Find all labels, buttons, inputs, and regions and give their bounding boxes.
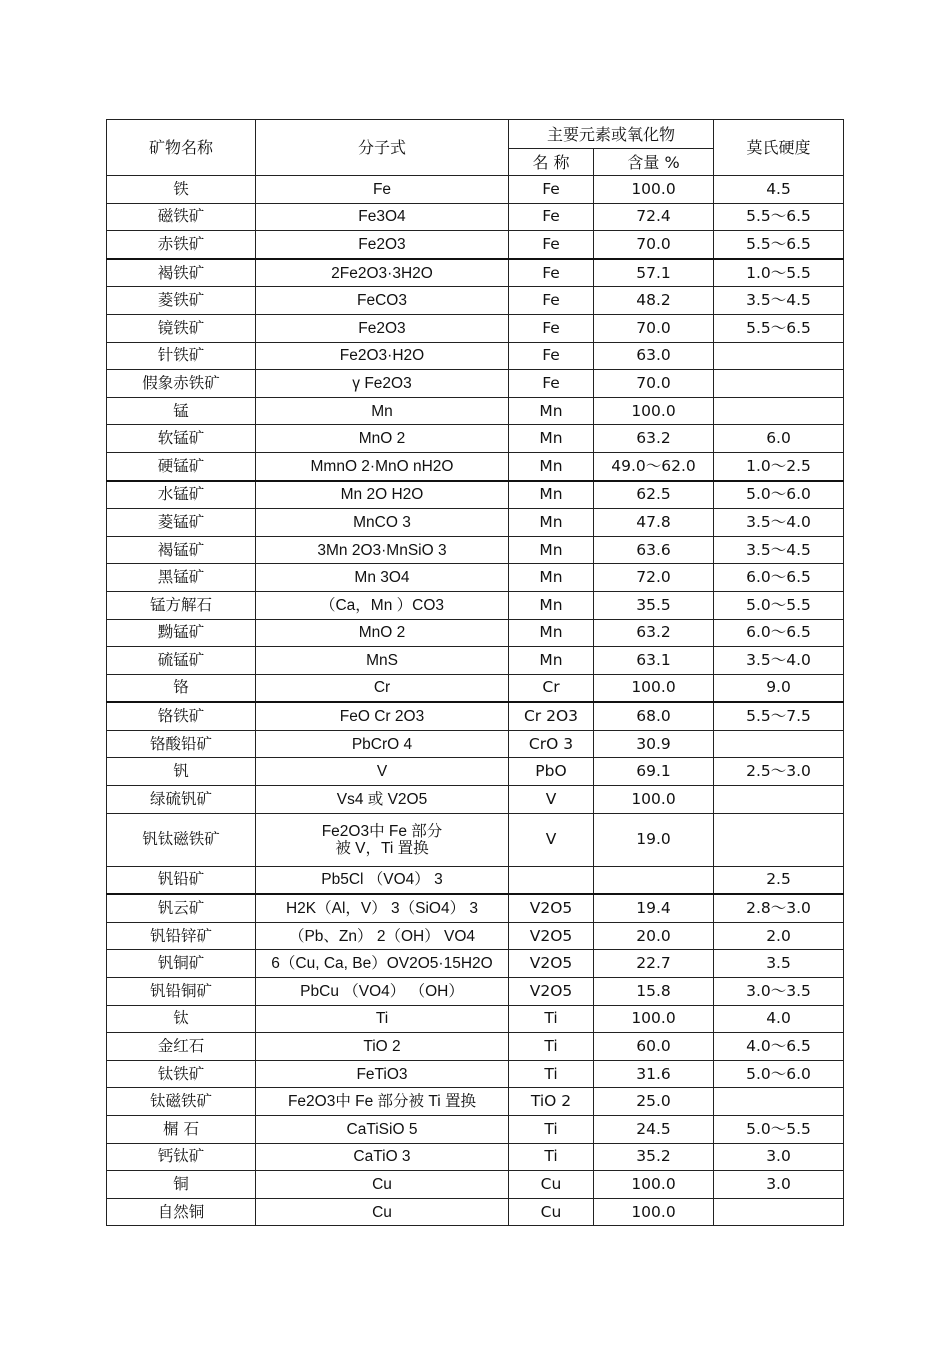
cell-mineral-name: 钛 — [107, 1005, 256, 1033]
table-row — [107, 231, 844, 259]
table-row — [107, 674, 844, 702]
cell-hardness: 4.5 — [714, 176, 844, 204]
cell-mineral-name: 褐锰矿 — [107, 536, 256, 564]
table-row — [107, 1060, 844, 1088]
cell-mineral-name: 榍 石 — [107, 1116, 256, 1144]
table-row — [107, 950, 844, 978]
table-row — [107, 894, 844, 922]
cell-mineral-name: 钛磁铁矿 — [107, 1088, 256, 1116]
cell-formula: PbCrO 4 — [256, 730, 509, 758]
table-row — [107, 1033, 844, 1061]
cell-formula: Fe2O3·H2O — [256, 342, 509, 370]
cell-content: 100.0 — [594, 674, 714, 702]
cell-formula: FeO Cr 2O3 — [256, 702, 509, 730]
cell-content: 100.0 — [594, 176, 714, 204]
cell-mineral-name: 镜铁矿 — [107, 314, 256, 342]
table-row — [107, 509, 844, 537]
cell-hardness — [714, 730, 844, 758]
cell-content — [594, 866, 714, 894]
cell-formula: MmnO 2·MnO nH2O — [256, 452, 509, 480]
cell-element: Cr — [509, 674, 594, 702]
cell-content: 60.0 — [594, 1033, 714, 1061]
cell-formula: Pb5Cl （VO4） 3 — [256, 866, 509, 894]
cell-mineral-name: 铬酸铅矿 — [107, 730, 256, 758]
cell-formula: Mn 2O H2O — [256, 481, 509, 509]
table-row — [107, 619, 844, 647]
cell-mineral-name: 黝锰矿 — [107, 619, 256, 647]
cell-content: 35.5 — [594, 591, 714, 619]
table-row — [107, 370, 844, 398]
cell-formula: CaTiSiO 5 — [256, 1116, 509, 1144]
cell-mineral-name: 铬铁矿 — [107, 702, 256, 730]
table-row — [107, 397, 844, 425]
cell-formula: FeCO3 — [256, 287, 509, 315]
cell-hardness — [714, 786, 844, 814]
cell-element: Ti — [509, 1143, 594, 1171]
cell-element: Cr 2O3 — [509, 702, 594, 730]
cell-formula: Fe3O4 — [256, 203, 509, 231]
header-mineral-name: 矿物名称 — [107, 120, 256, 176]
cell-element: V2O5 — [509, 978, 594, 1006]
cell-content: 100.0 — [594, 1171, 714, 1199]
cell-element: V — [509, 786, 594, 814]
cell-element: V2O5 — [509, 922, 594, 950]
cell-mineral-name: 褐铁矿 — [107, 259, 256, 287]
table-row — [107, 203, 844, 231]
cell-mineral-name: 自然铜 — [107, 1198, 256, 1226]
cell-hardness: 9.0 — [714, 674, 844, 702]
cell-content: 63.6 — [594, 536, 714, 564]
cell-element: TiO 2 — [509, 1088, 594, 1116]
cell-element: Fe — [509, 231, 594, 259]
cell-element: Mn — [509, 397, 594, 425]
table-row — [107, 452, 844, 480]
cell-element: Mn — [509, 647, 594, 675]
cell-hardness: 6.0 — [714, 425, 844, 453]
cell-element: Mn — [509, 452, 594, 480]
cell-mineral-name: 硬锰矿 — [107, 452, 256, 480]
mineral-table — [106, 119, 844, 1226]
cell-content: 63.0 — [594, 342, 714, 370]
cell-mineral-name: 黑锰矿 — [107, 564, 256, 592]
cell-formula: MnO 2 — [256, 425, 509, 453]
cell-element: Cu — [509, 1171, 594, 1199]
cell-content: 31.6 — [594, 1060, 714, 1088]
cell-element: Ti — [509, 1060, 594, 1088]
table-row — [107, 978, 844, 1006]
cell-hardness: 1.0～5.5 — [714, 259, 844, 287]
cell-hardness: 6.0～6.5 — [714, 619, 844, 647]
cell-hardness: 2.5～3.0 — [714, 758, 844, 786]
cell-hardness: 5.0～5.5 — [714, 591, 844, 619]
table-row — [107, 481, 844, 509]
cell-content: 100.0 — [594, 397, 714, 425]
cell-element: Fe — [509, 314, 594, 342]
cell-hardness: 3.5 — [714, 950, 844, 978]
cell-formula: Fe2O3 — [256, 314, 509, 342]
cell-hardness: 3.5～4.5 — [714, 536, 844, 564]
cell-hardness: 3.0 — [714, 1143, 844, 1171]
cell-formula: Mn — [256, 397, 509, 425]
cell-content: 69.1 — [594, 758, 714, 786]
table-row — [107, 866, 844, 894]
cell-mineral-name: 钒 — [107, 758, 256, 786]
cell-content: 24.5 — [594, 1116, 714, 1144]
cell-hardness: 4.0 — [714, 1005, 844, 1033]
cell-formula: Cr — [256, 674, 509, 702]
cell-mineral-name: 钙钛矿 — [107, 1143, 256, 1171]
cell-mineral-name: 铁 — [107, 176, 256, 204]
cell-mineral-name: 铜 — [107, 1171, 256, 1199]
cell-formula: （Ca，Mn ）CO3 — [256, 591, 509, 619]
cell-content: 63.2 — [594, 619, 714, 647]
cell-hardness: 5.5～6.5 — [714, 314, 844, 342]
cell-mineral-name: 菱锰矿 — [107, 509, 256, 537]
cell-element: V — [509, 813, 594, 866]
cell-content: 35.2 — [594, 1143, 714, 1171]
cell-mineral-name: 磁铁矿 — [107, 203, 256, 231]
cell-formula: CaTiO 3 — [256, 1143, 509, 1171]
cell-content: 48.2 — [594, 287, 714, 315]
cell-formula: TiO 2 — [256, 1033, 509, 1061]
cell-element: Mn — [509, 619, 594, 647]
table-row — [107, 1143, 844, 1171]
cell-formula: 3Mn 2O3·MnSiO 3 — [256, 536, 509, 564]
table-row — [107, 259, 844, 287]
cell-hardness — [714, 370, 844, 398]
cell-content: 57.1 — [594, 259, 714, 287]
table-row — [107, 786, 844, 814]
cell-mineral-name: 钒铅铜矿 — [107, 978, 256, 1006]
formula-line-2: 被 V，Ti 置换 — [335, 839, 429, 857]
cell-formula: Vs4 或 V2O5 — [256, 786, 509, 814]
cell-hardness: 2.8～3.0 — [714, 894, 844, 922]
header-row-1 — [107, 120, 844, 149]
header-formula: 分子式 — [256, 120, 509, 176]
cell-mineral-name: 钛铁矿 — [107, 1060, 256, 1088]
cell-hardness: 5.5～6.5 — [714, 203, 844, 231]
table-row — [107, 1005, 844, 1033]
cell-content: 15.8 — [594, 978, 714, 1006]
cell-element: Fe — [509, 203, 594, 231]
cell-content: 70.0 — [594, 370, 714, 398]
table-row — [107, 287, 844, 315]
cell-element: Fe — [509, 176, 594, 204]
cell-element: Fe — [509, 370, 594, 398]
cell-formula: Fe2O3 — [256, 231, 509, 259]
header-main-element-group: 主要元素或氧化物 — [509, 120, 714, 149]
cell-mineral-name: 假象赤铁矿 — [107, 370, 256, 398]
cell-hardness: 1.0～2.5 — [714, 452, 844, 480]
cell-mineral-name: 锰 — [107, 397, 256, 425]
cell-formula: 6（Cu, Ca, Be）OV2O5·15H2O — [256, 950, 509, 978]
cell-mineral-name: 绿硫钒矿 — [107, 786, 256, 814]
table-row — [107, 1116, 844, 1144]
cell-hardness: 5.5～6.5 — [714, 231, 844, 259]
cell-element: Mn — [509, 481, 594, 509]
table-row — [107, 1198, 844, 1226]
table-row — [107, 314, 844, 342]
cell-element: Mn — [509, 425, 594, 453]
cell-formula: MnO 2 — [256, 619, 509, 647]
table-row — [107, 342, 844, 370]
cell-hardness: 2.0 — [714, 922, 844, 950]
cell-element: Fe — [509, 342, 594, 370]
cell-formula: Ti — [256, 1005, 509, 1033]
cell-hardness: 3.5～4.0 — [714, 509, 844, 537]
table-row — [107, 425, 844, 453]
cell-content: 100.0 — [594, 1005, 714, 1033]
cell-hardness: 2.5 — [714, 866, 844, 894]
cell-element: Ti — [509, 1033, 594, 1061]
cell-content: 68.0 — [594, 702, 714, 730]
table-row — [107, 1088, 844, 1116]
cell-content: 63.2 — [594, 425, 714, 453]
cell-content: 22.7 — [594, 950, 714, 978]
cell-mineral-name: 铬 — [107, 674, 256, 702]
table-body — [107, 176, 844, 1226]
cell-formula: （Pb、Zn） 2（OH） VO4 — [256, 922, 509, 950]
cell-hardness — [714, 1198, 844, 1226]
cell-content: 72.4 — [594, 203, 714, 231]
cell-mineral-name: 赤铁矿 — [107, 231, 256, 259]
cell-formula: V — [256, 758, 509, 786]
cell-content: 49.0～62.0 — [594, 452, 714, 480]
cell-mineral-name: 金红石 — [107, 1033, 256, 1061]
cell-formula: Fe2O3中 Fe 部分被 Ti 置换 — [256, 1088, 509, 1116]
cell-hardness: 6.0～6.5 — [714, 564, 844, 592]
cell-content: 19.4 — [594, 894, 714, 922]
table-row — [107, 564, 844, 592]
table-row — [107, 813, 844, 866]
cell-element: Ti — [509, 1005, 594, 1033]
cell-element: V2O5 — [509, 950, 594, 978]
cell-element: Cu — [509, 1198, 594, 1226]
cell-formula: Cu — [256, 1171, 509, 1199]
cell-mineral-name: 钒铅矿 — [107, 866, 256, 894]
cell-element: Mn — [509, 536, 594, 564]
cell-element: PbO — [509, 758, 594, 786]
table-row — [107, 647, 844, 675]
cell-mineral-name: 硫锰矿 — [107, 647, 256, 675]
cell-content: 72.0 — [594, 564, 714, 592]
cell-hardness: 4.0～6.5 — [714, 1033, 844, 1061]
cell-content: 62.5 — [594, 481, 714, 509]
table-row — [107, 702, 844, 730]
cell-element: Mn — [509, 564, 594, 592]
cell-content: 19.0 — [594, 813, 714, 866]
cell-hardness: 5.5～7.5 — [714, 702, 844, 730]
cell-content: 47.8 — [594, 509, 714, 537]
cell-hardness: 3.0 — [714, 1171, 844, 1199]
cell-formula: H2K（Al，V） 3（SiO4） 3 — [256, 894, 509, 922]
cell-mineral-name: 钒钛磁铁矿 — [107, 813, 256, 866]
table-row — [107, 536, 844, 564]
cell-element: V2O5 — [509, 894, 594, 922]
formula-line-1: Fe2O3中 Fe 部分 — [321, 822, 443, 840]
cell-mineral-name: 锰方解石 — [107, 591, 256, 619]
cell-content: 63.1 — [594, 647, 714, 675]
cell-content: 70.0 — [594, 231, 714, 259]
header-element-name: 名 称 — [509, 149, 594, 176]
cell-content: 25.0 — [594, 1088, 714, 1116]
cell-content: 30.9 — [594, 730, 714, 758]
cell-content: 70.0 — [594, 314, 714, 342]
cell-formula — [256, 813, 509, 866]
cell-hardness: 5.0～5.5 — [714, 1116, 844, 1144]
cell-formula: FeTiO3 — [256, 1060, 509, 1088]
cell-mineral-name: 软锰矿 — [107, 425, 256, 453]
cell-formula: 2Fe2O3·3H2O — [256, 259, 509, 287]
cell-hardness: 3.5～4.5 — [714, 287, 844, 315]
cell-element: Fe — [509, 259, 594, 287]
cell-mineral-name: 钒铅锌矿 — [107, 922, 256, 950]
cell-hardness: 5.0～6.0 — [714, 1060, 844, 1088]
cell-element: CrO 3 — [509, 730, 594, 758]
header-mohs-hardness: 莫氏硬度 — [714, 120, 844, 176]
table-row — [107, 730, 844, 758]
table-row — [107, 591, 844, 619]
cell-element — [509, 866, 594, 894]
cell-hardness — [714, 342, 844, 370]
cell-formula: Mn 3O4 — [256, 564, 509, 592]
cell-mineral-name: 钒铜矿 — [107, 950, 256, 978]
cell-element: Mn — [509, 591, 594, 619]
cell-content: 100.0 — [594, 1198, 714, 1226]
table-row — [107, 758, 844, 786]
cell-mineral-name: 针铁矿 — [107, 342, 256, 370]
cell-formula: PbCu （VO4） （OH） — [256, 978, 509, 1006]
cell-hardness: 5.0～6.0 — [714, 481, 844, 509]
cell-content: 20.0 — [594, 922, 714, 950]
cell-hardness — [714, 1088, 844, 1116]
cell-element: Mn — [509, 509, 594, 537]
cell-formula: γ Fe2O3 — [256, 370, 509, 398]
cell-mineral-name: 钒云矿 — [107, 894, 256, 922]
cell-mineral-name: 水锰矿 — [107, 481, 256, 509]
header-content-percent: 含量 % — [594, 149, 714, 176]
cell-hardness — [714, 813, 844, 866]
table-row — [107, 1171, 844, 1199]
cell-hardness: 3.5～4.0 — [714, 647, 844, 675]
cell-hardness: 3.0～3.5 — [714, 978, 844, 1006]
cell-hardness — [714, 397, 844, 425]
cell-formula: MnCO 3 — [256, 509, 509, 537]
table-row — [107, 922, 844, 950]
cell-content: 100.0 — [594, 786, 714, 814]
cell-formula: Fe — [256, 176, 509, 204]
table-row — [107, 176, 844, 204]
cell-mineral-name: 菱铁矿 — [107, 287, 256, 315]
cell-formula: MnS — [256, 647, 509, 675]
cell-element: Fe — [509, 287, 594, 315]
cell-element: Ti — [509, 1116, 594, 1144]
cell-formula: Cu — [256, 1198, 509, 1226]
